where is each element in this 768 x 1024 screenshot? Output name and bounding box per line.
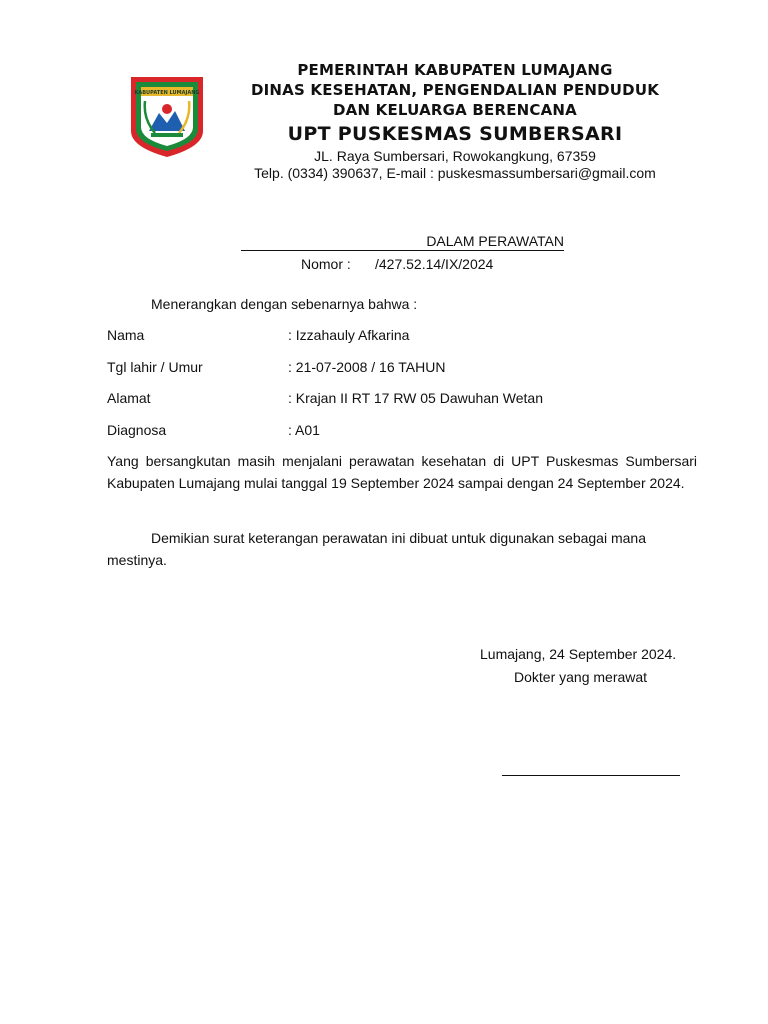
field-label: Alamat (107, 390, 151, 406)
letterhead-department-cont: DAN KELUARGA BERENCANA (333, 101, 577, 119)
letterhead-department: DINAS KESEHATAN, PENGENDALIAN PENDUDUK (250, 81, 660, 99)
field-label: Nama (107, 327, 145, 343)
field-value: : A01 (288, 422, 320, 438)
signer-role: Dokter yang merawat (514, 669, 648, 685)
signature-line (502, 775, 680, 776)
letterhead (205, 60, 705, 182)
letterhead-address: JL. Raya Sumbersari, Rowokangkung, 67359 (314, 148, 596, 164)
field-label: Diagnosa (107, 422, 167, 438)
body-paragraph-2: Demikian surat keterangan perawatan ini dibuat untuk digunakan sebagai mana mestinya. (107, 530, 646, 568)
intro-text: Menerangkan dengan sebenarnya bahwa : (151, 296, 418, 312)
document-number (301, 256, 494, 273)
field-value: : Krajan II RT 17 RW 05 Dawuhan Wetan (288, 390, 543, 406)
kabupaten-lumajang-logo (129, 71, 205, 159)
document-number-label: Nomor : (301, 256, 351, 272)
field-value: : 21-07-2008 / 16 TAHUN (288, 359, 446, 375)
field-label: Tgl lahir / Umur (107, 359, 203, 375)
body-paragraph-1: Yang bersangkutan masih menjalani perawatan kesehatan di UPT Puskesmas Sumbersari Kabupaten Lumajang mulai tanggal 19 September 2024 sampai dengan 24 September 2024. (107, 453, 697, 491)
document-title (241, 233, 564, 251)
letterhead-contact: Telp. (0334) 390637, E-mail : puskesmassumbersari@gmail.com (254, 165, 656, 181)
place-date: Lumajang, 24 September 2024. (480, 646, 677, 662)
logo-text: KABUPATEN LUMAJANG (134, 90, 200, 96)
field-value: : Izzahauly Afkarina (288, 327, 410, 343)
document-number-value: /427.52.14/IX/2024 (375, 256, 494, 272)
letterhead-institution: UPT PUSKESMAS SUMBERSARI (287, 123, 623, 145)
letterhead-government: PEMERINTAH KABUPATEN LUMAJANG (297, 61, 613, 79)
document-title-text: DALAM PERAWATAN (426, 233, 564, 249)
